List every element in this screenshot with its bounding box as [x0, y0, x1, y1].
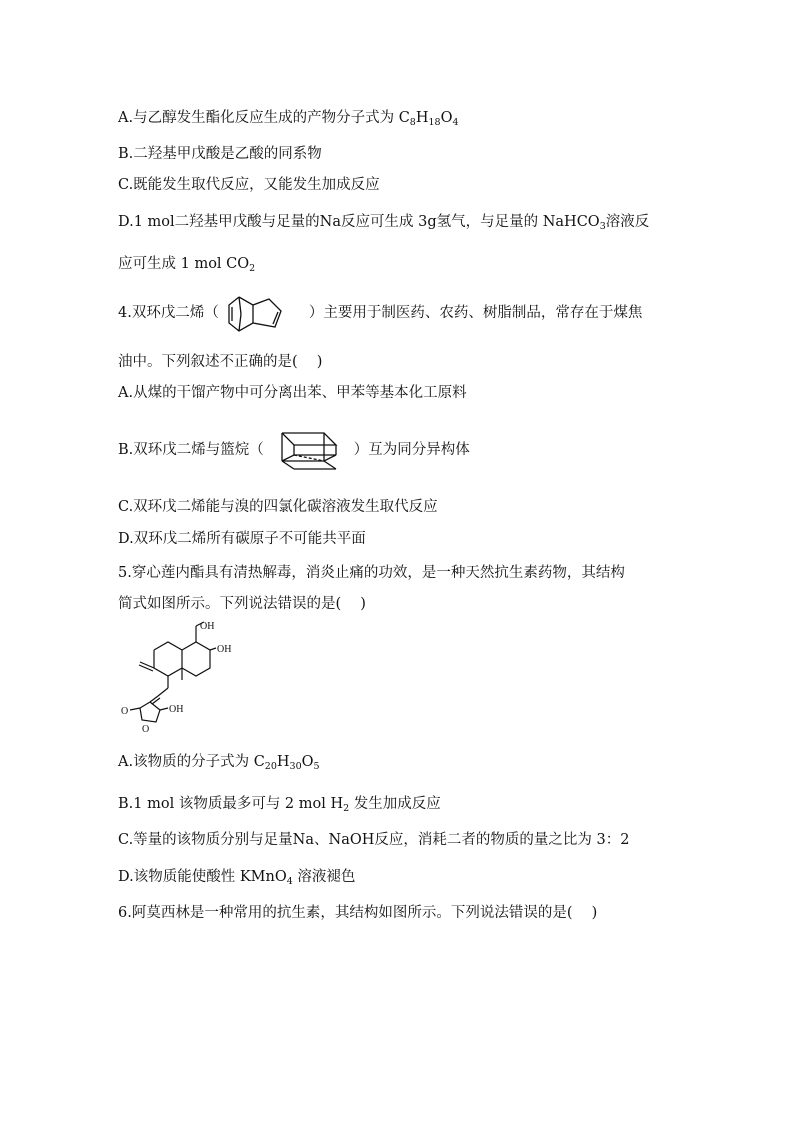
basketane-svg — [264, 425, 354, 475]
q5-stem-line1: 5.穿心莲内酯具有清热解毒，消炎止痛的功效，是一种天然抗生素药物，其结构 — [118, 565, 625, 581]
q5-option-a: A.该物质的分子式为 $C_{20}H_{30}O_5$ — [118, 754, 320, 772]
q3-option-d-line1: D.1 mol二羟基甲戊酸与足量的Na反应可生成 3g氢气，与足量的 NaHCO$_3$溶液反 — [118, 214, 650, 232]
andrographolide-structure-figure — [118, 618, 258, 736]
andrographolide-svg — [118, 618, 258, 736]
q3-option-a: A.与乙醇发生酯化反应生成的产物分子式为 $C_8H_{18}O_4$ — [118, 110, 459, 128]
q3-option-c: C.既能发生取代反应，又能发生加成反应 — [118, 177, 380, 193]
q3-option-b: B.二羟基甲戊酸是乙酸的同系物 — [118, 146, 322, 162]
q5-option-b: B.1 mol 该物质最多可与 2 mol $H_2$ 发生加成反应 — [118, 796, 441, 814]
oh-label-lactone: OH — [169, 704, 184, 715]
oh-label-top: OH — [200, 621, 215, 632]
q4-option-a: A.从煤的干馏产物中可分离出苯、甲苯等基本化工原料 — [118, 385, 467, 401]
dicyclopentadiene-svg — [219, 291, 309, 335]
dicyclopentadiene-structure-figure — [219, 291, 309, 335]
q4-stem-line1: 4.双环戊二烯（ ）主要用于制医药、农药、树脂制品，常存在于煤焦 — [118, 303, 642, 323]
oh-label-right: OH — [217, 644, 232, 655]
basketane-structure-figure — [264, 425, 354, 475]
carbonyl-o-label: O — [121, 706, 129, 717]
q4-stem-line2: 油中。下列叙述不正确的是( ) — [118, 354, 323, 370]
q5-option-d: D.该物质能使酸性 KMnO$_4$ 溶液褪色 — [118, 869, 356, 887]
q4-option-b: B.双环戊二烯与篮烷（ ）互为同分异构体 — [118, 440, 470, 460]
q4-option-d: D.双环戊二烯所有碳原子不可能共平面 — [118, 531, 366, 547]
ring-o-label: O — [142, 724, 150, 735]
q3-option-d-line2: 应可生成 1 mol $CO_2$ — [118, 256, 256, 274]
q6-stem: 6.阿莫西林是一种常用的抗生素，其结构如图所示。下列说法错误的是( ) — [118, 905, 598, 921]
q5-stem-line2: 简式如图所示。下列说法错误的是( ) — [118, 596, 366, 612]
q5-option-c: C.等量的该物质分别与足量Na、NaOH反应，消耗二者的物质的量之比为 3：2 — [118, 832, 630, 848]
q4-option-c: C.双环戊二烯能与溴的四氯化碳溶液发生取代反应 — [118, 499, 438, 515]
